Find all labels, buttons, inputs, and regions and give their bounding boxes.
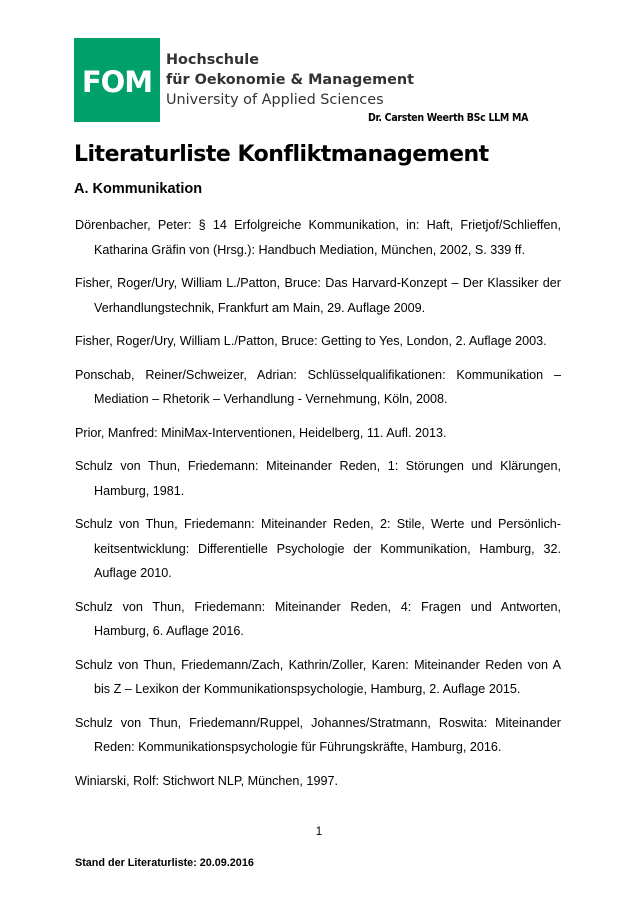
document-title: Literaturliste Konfliktmanagement — [74, 142, 489, 167]
logo-text: FOM — [81, 65, 153, 99]
bibliography-entry: Schulz von Thun, Friedemann: Miteinander Reden, 2: Stile, Werte und Persönlich-keitsentwicklung: Differentielle Psychologie der Kommunikation, Hamburg, 32. Auflage 2010. — [75, 517, 561, 580]
institution-line-1: Hochschule — [166, 52, 259, 68]
institution-line-2: für Oekonomie & Management — [166, 72, 414, 88]
bibliography-entry: Fisher, Roger/Ury, William L./Patton, Bruce: Das Harvard-Konzept – Der Klassiker der Verhandlungstechnik, Frankfurt am Main, 29. Auflage 2009. — [75, 276, 561, 315]
page-number: 1 — [315, 826, 323, 838]
bibliography-list — [75, 213, 561, 802]
bibliography-entry: Fisher, Roger/Ury, William L./Patton, Bruce: Getting to Yes, London, 2. Auflage 2003. — [75, 334, 547, 348]
bibliography-entry: Schulz von Thun, Friedemann/Ruppel, Johannes/Stratmann, Roswita: Miteinander Reden: Kommunikationspsychologie für Führungskräfte, Hamburg, 2016. — [75, 715, 561, 754]
bibliography-entry: Prior, Manfred: MiniMax-Interventionen, Heidelberg, 11. Aufl. 2013. — [75, 425, 447, 440]
institution-name — [166, 50, 414, 110]
author-name: Dr. Carsten Weerth BSc LLM MA — [368, 112, 529, 124]
footer-date: Stand der Literaturliste: 20.09.2016 — [75, 857, 254, 869]
bibliography-entry: Winiarski, Rolf: Stichwort NLP, München, 1997. — [75, 773, 338, 788]
fom-logo — [74, 38, 160, 122]
section-heading: A. Kommunikation — [74, 181, 203, 197]
bibliography-entry: Ponschab, Reiner/Schweizer, Adrian: Schlüsselqualifikationen: Kommunikation – Mediation – Rhetorik – Verhandlung - Vernehmung, Köln, 2008. — [75, 367, 561, 406]
bibliography-entry: Schulz von Thun, Friedemann/Zach, Kathrin/Zoller, Karen: Miteinander Reden von A bis Z – Lexikon der Kommunikationspsychologie, Hamburg, 2. Auflage 2015. — [75, 657, 561, 696]
bibliography-entry: Schulz von Thun, Friedemann: Miteinander Reden, 4: Fragen und Antworten, Hamburg, 6. Auflage 2016. — [75, 599, 561, 638]
institution-line-3: University of Applied Sciences — [166, 92, 384, 108]
bibliography-entry: Schulz von Thun, Friedemann: Miteinander Reden, 1: Störungen und Klärungen, Hamburg, 1981. — [75, 459, 561, 498]
bibliography-entry: Dörenbacher, Peter: § 14 Erfolgreiche Kommunikation, in: Haft, Frietjof/Schlieffen, Katharina Gräfin von (Hrsg.): Handbuch Mediation, München, 2002, S. 339 ff. — [75, 218, 561, 257]
